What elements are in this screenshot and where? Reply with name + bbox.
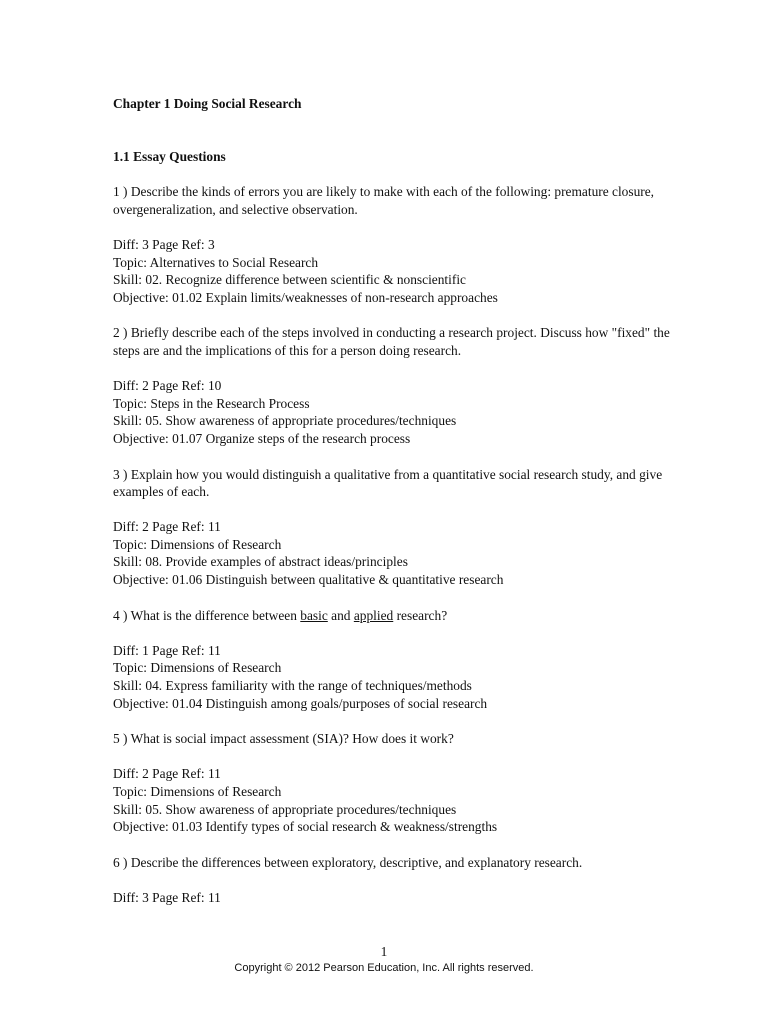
difficulty-page-ref: Diff: 1 Page Ref: 11 — [113, 642, 221, 658]
question-text: 3 ) Explain how you would distinguish a qualitative from a quantitative social research study, and give examples of each. — [113, 466, 663, 500]
skill-line: Skill: 02. Recognize difference between scientific & nonscientific — [113, 272, 466, 288]
question-block-6 — [113, 854, 673, 907]
question-block-4 — [113, 607, 673, 713]
question-block-3 — [113, 466, 673, 589]
question-block-2 — [113, 324, 673, 447]
underlined-term-applied: applied — [353, 607, 394, 623]
question-text: 5 ) What is social impact assessment (SIA)? How does it work? — [113, 731, 454, 747]
topic-line: Topic: Steps in the Research Process — [113, 395, 310, 411]
question-block-5 — [113, 730, 673, 836]
chapter-title: Chapter 1 Doing Social Research — [113, 96, 302, 111]
difficulty-page-ref: Diff: 2 Page Ref: 11 — [113, 519, 221, 535]
question-text-end: research? — [393, 607, 448, 623]
objective-line: Objective: 01.06 Distinguish between qualitative & quantitative research — [113, 572, 504, 588]
topic-line: Topic: Dimensions of Research — [113, 536, 282, 552]
section-title: 1.1 Essay Questions — [113, 148, 226, 164]
skill-line: Skill: 04. Express familiarity with the range of techniques/methods — [113, 678, 472, 694]
copyright-notice: Copyright © 2012 Pearson Education, Inc. All rights reserved. — [234, 962, 534, 974]
difficulty-page-ref: Diff: 2 Page Ref: 10 — [113, 378, 222, 394]
skill-line: Skill: 05. Show awareness of appropriate procedures/techniques — [113, 413, 457, 429]
objective-line: Objective: 01.03 Identify types of social research & weakness/strengths — [113, 819, 498, 835]
question-text-start: 4 ) What is the difference between — [113, 607, 301, 623]
topic-line: Topic: Dimensions of Research — [113, 660, 282, 676]
question-meta — [113, 765, 673, 835]
question-meta — [113, 642, 673, 712]
question-meta — [113, 889, 673, 907]
difficulty-page-ref: Diff: 3 Page Ref: 11 — [113, 889, 221, 905]
difficulty-page-ref: Diff: 2 Page Ref: 11 — [113, 766, 221, 782]
objective-line: Objective: 01.04 Distinguish among goals/purposes of social research — [113, 695, 488, 711]
skill-line: Skill: 08. Provide examples of abstract ideas/principles — [113, 554, 408, 570]
question-text: 2 ) Briefly describe each of the steps involved in conducting a research project. Discuss how "fixed" the steps are and the implications of this for a person doing research. — [113, 325, 670, 358]
objective-line: Objective: 01.02 Explain limits/weaknesses of non-research approaches — [113, 289, 498, 305]
question-text-middle: and — [327, 607, 354, 623]
underlined-term-basic: basic — [300, 607, 328, 623]
question-text: 6 ) Describe the differences between exploratory, descriptive, and explanatory research. — [113, 854, 583, 870]
question-text — [113, 607, 673, 625]
page-number: 1 — [380, 944, 388, 959]
question-block-1 — [113, 183, 673, 306]
page-content — [113, 95, 673, 907]
topic-line: Topic: Alternatives to Social Research — [113, 254, 319, 270]
objective-line: Objective: 01.07 Organize steps of the research process — [113, 430, 411, 446]
question-meta — [113, 236, 673, 306]
skill-line: Skill: 05. Show awareness of appropriate procedures/techniques — [113, 801, 457, 817]
question-text: 1 ) Describe the kinds of errors you are likely to make with each of the following: premature closure, overgeneralization, and selective observation. — [113, 184, 655, 217]
question-meta — [113, 518, 673, 588]
topic-line: Topic: Dimensions of Research — [113, 784, 282, 799]
question-meta — [113, 377, 673, 447]
difficulty-page-ref: Diff: 3 Page Ref: 3 — [113, 236, 215, 252]
